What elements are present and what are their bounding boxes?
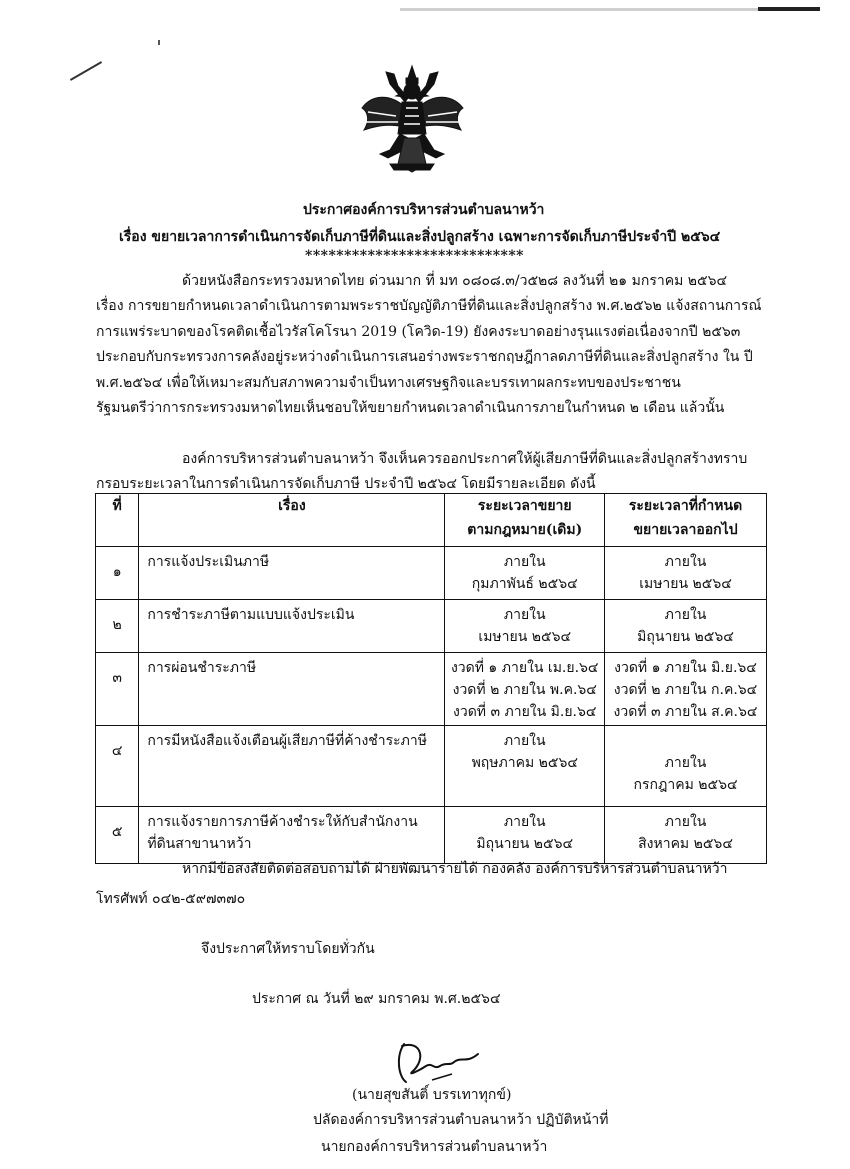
row-new-period: งวดที่ ๑ ภายใน มิ.ย.๖๔ งวดที่ ๒ ภายใน ก.ค.๖๔ งวดที่ ๓ ภายใน ส.ค.๖๔ <box>605 653 767 726</box>
paragraph-line: การแพร่ระบาดของโรคติดเชื้อไวรัสโคโรนา 2019 (โควิด-19) ยังคงระบาดอย่างรุนแรงต่อเนื่องจากปี ๒๕๖๓ <box>96 324 741 340</box>
row-new-period: ภายใน กรกฎาคม ๒๕๖๔ <box>605 726 767 807</box>
scan-artifact-line <box>400 8 820 11</box>
table-header-row <box>96 494 767 547</box>
subject-line: เรื่อง ขยายเวลาการดำเนินการจัดเก็บภาษีที่ดินและสิ่งปลูกสร้าง เฉพาะการจัดเก็บภาษีประจำปี ๒๕๖๔ <box>119 229 721 245</box>
row-topic: การแจ้งรายการภาษีค้างชำระให้กับสำนักงาน ที่ดินสาขานาหว้า <box>139 807 445 864</box>
paragraph-line: กรอบระยะเวลาในการดำเนินการจัดเก็บภาษี ประจำปี ๒๕๖๔ โดยมีรายละเอียด ดังนี้ <box>96 476 596 492</box>
table-row <box>96 547 767 600</box>
row-topic: การชำระภาษีตามแบบแจ้งประเมิน <box>139 600 445 653</box>
row-number: ๒ <box>96 600 139 653</box>
paragraph-line: ประกอบกับกระทรวงการคลังอยู่ระหว่างดำเนินการเสนอร่างพระราชกฤษฎีกาลดภาษีที่ดินและสิ่งปลูกสร้าง ใน ปี <box>96 349 753 365</box>
signer-position: นายกองค์การบริหารส่วนตำบลนาหว้า <box>321 1139 548 1155</box>
table-row <box>96 600 767 653</box>
page-title: ประกาศองค์การบริหารส่วนตำบลนาหว้า <box>303 202 545 218</box>
separator-stars: **************************** <box>305 248 524 264</box>
row-topic: การผ่อนชำระภาษี <box>139 653 445 726</box>
schedule-table <box>95 493 767 864</box>
row-old-period: ภายใน เมษายน ๒๕๖๔ <box>445 600 605 653</box>
pen-mark-small <box>158 40 160 45</box>
paragraph-line: เรื่อง การขยายกำหนดเวลาดำเนินการตามพระราชบัญญัติภาษีที่ดินและสิ่งปลูกสร้าง พ.ศ.๒๕๖๒ แจ้งสถานการณ์ <box>96 298 762 314</box>
row-old-period: ภายใน พฤษภาคม ๒๕๖๔ <box>445 726 605 807</box>
paragraph-line: ด้วยหนังสือกระทรวงมหาดไทย ด่วนมาก ที่ มท ๐๘๐๘.๓/ว๕๒๘ ลงวันที่ ๒๑ มกราคม ๒๕๖๔ <box>182 273 728 289</box>
row-number: ๓ <box>96 653 139 726</box>
announcement-date: ประกาศ ณ วันที่ ๒๙ มกราคม พ.ศ.๒๕๖๔ <box>252 991 501 1007</box>
row-old-period: ภายใน มิถุนายน ๒๕๖๔ <box>445 807 605 864</box>
signer-name: (นายสุขสันติ์ บรรเทาทุกข์) <box>352 1087 512 1103</box>
signer-position: ปลัดองค์การบริหารส่วนตำบลนาหว้า ปฏิบัติหน้าที่ <box>313 1112 609 1128</box>
header-new <box>605 494 767 547</box>
header-topic: เรื่อง <box>139 494 445 547</box>
header-old <box>445 494 605 547</box>
table-row <box>96 807 767 864</box>
row-old-period: งวดที่ ๑ ภายใน เม.ย.๖๔ งวดที่ ๒ ภายใน พ.ค.๖๔ งวดที่ ๓ ภายใน มิ.ย.๖๔ <box>445 653 605 726</box>
contact-phone: โทรศัพท์ ๐๔๒-๕๙๗๓๗๐ <box>96 891 246 907</box>
header-new-line: ขยายเวลาออกไป <box>633 522 738 538</box>
pen-mark <box>70 61 102 81</box>
header-old-line: ระยะเวลาขยาย <box>477 498 572 514</box>
table-row <box>96 653 767 726</box>
table-row <box>96 726 767 807</box>
handwritten-signature <box>392 1036 482 1088</box>
scan-artifact-bar <box>758 7 820 11</box>
row-number: ๑ <box>96 547 139 600</box>
paragraph-line: รัฐมนตรีว่าการกระทรวงมหาดไทยเห็นชอบให้ขยายกำหนดเวลาดำเนินการภายในกำหนด ๒ เดือน แล้วนั้น <box>96 400 725 416</box>
header-old-line: ตามกฎหมาย(เดิม) <box>467 522 583 538</box>
announcement: จึงประกาศให้ทราบโดยทั่วกัน <box>201 941 375 957</box>
row-new-period: ภายใน สิงหาคม ๒๕๖๔ <box>605 807 767 864</box>
row-topic: การแจ้งประเมินภาษี <box>139 547 445 600</box>
row-number: ๕ <box>96 807 139 864</box>
row-old-period: ภายใน กุมภาพันธ์ ๒๕๖๔ <box>445 547 605 600</box>
contact-line: หากมีข้อสงสัยติดต่อสอบถามได้ ฝ่ายพัฒนารายได้ กองคลัง องค์การบริหารส่วนตำบลนาหว้า <box>182 861 728 877</box>
header-no: ที่ <box>96 494 139 547</box>
row-new-period: ภายใน เมษายน ๒๕๖๔ <box>605 547 767 600</box>
row-new-period: ภายใน มิถุนายน ๒๕๖๔ <box>605 600 767 653</box>
row-topic: การมีหนังสือแจ้งเตือนผู้เสียภาษีที่ค้างชำระภาษี <box>139 726 445 807</box>
garuda-emblem-icon <box>360 64 465 174</box>
header-new-line: ระยะเวลาที่กำหนด <box>628 498 743 514</box>
paragraph-line: พ.ศ.๒๕๖๔ เพื่อให้เหมาะสมกับสภาพความจำเป็นทางเศรษฐกิจและบรรเทาผลกระทบของประชาชน <box>96 375 681 391</box>
row-number: ๔ <box>96 726 139 807</box>
paragraph-line: องค์การบริหารส่วนตำบลนาหว้า จึงเห็นควรออกประกาศให้ผู้เสียภาษีที่ดินและสิ่งปลูกสร้างทราบ <box>182 451 748 467</box>
